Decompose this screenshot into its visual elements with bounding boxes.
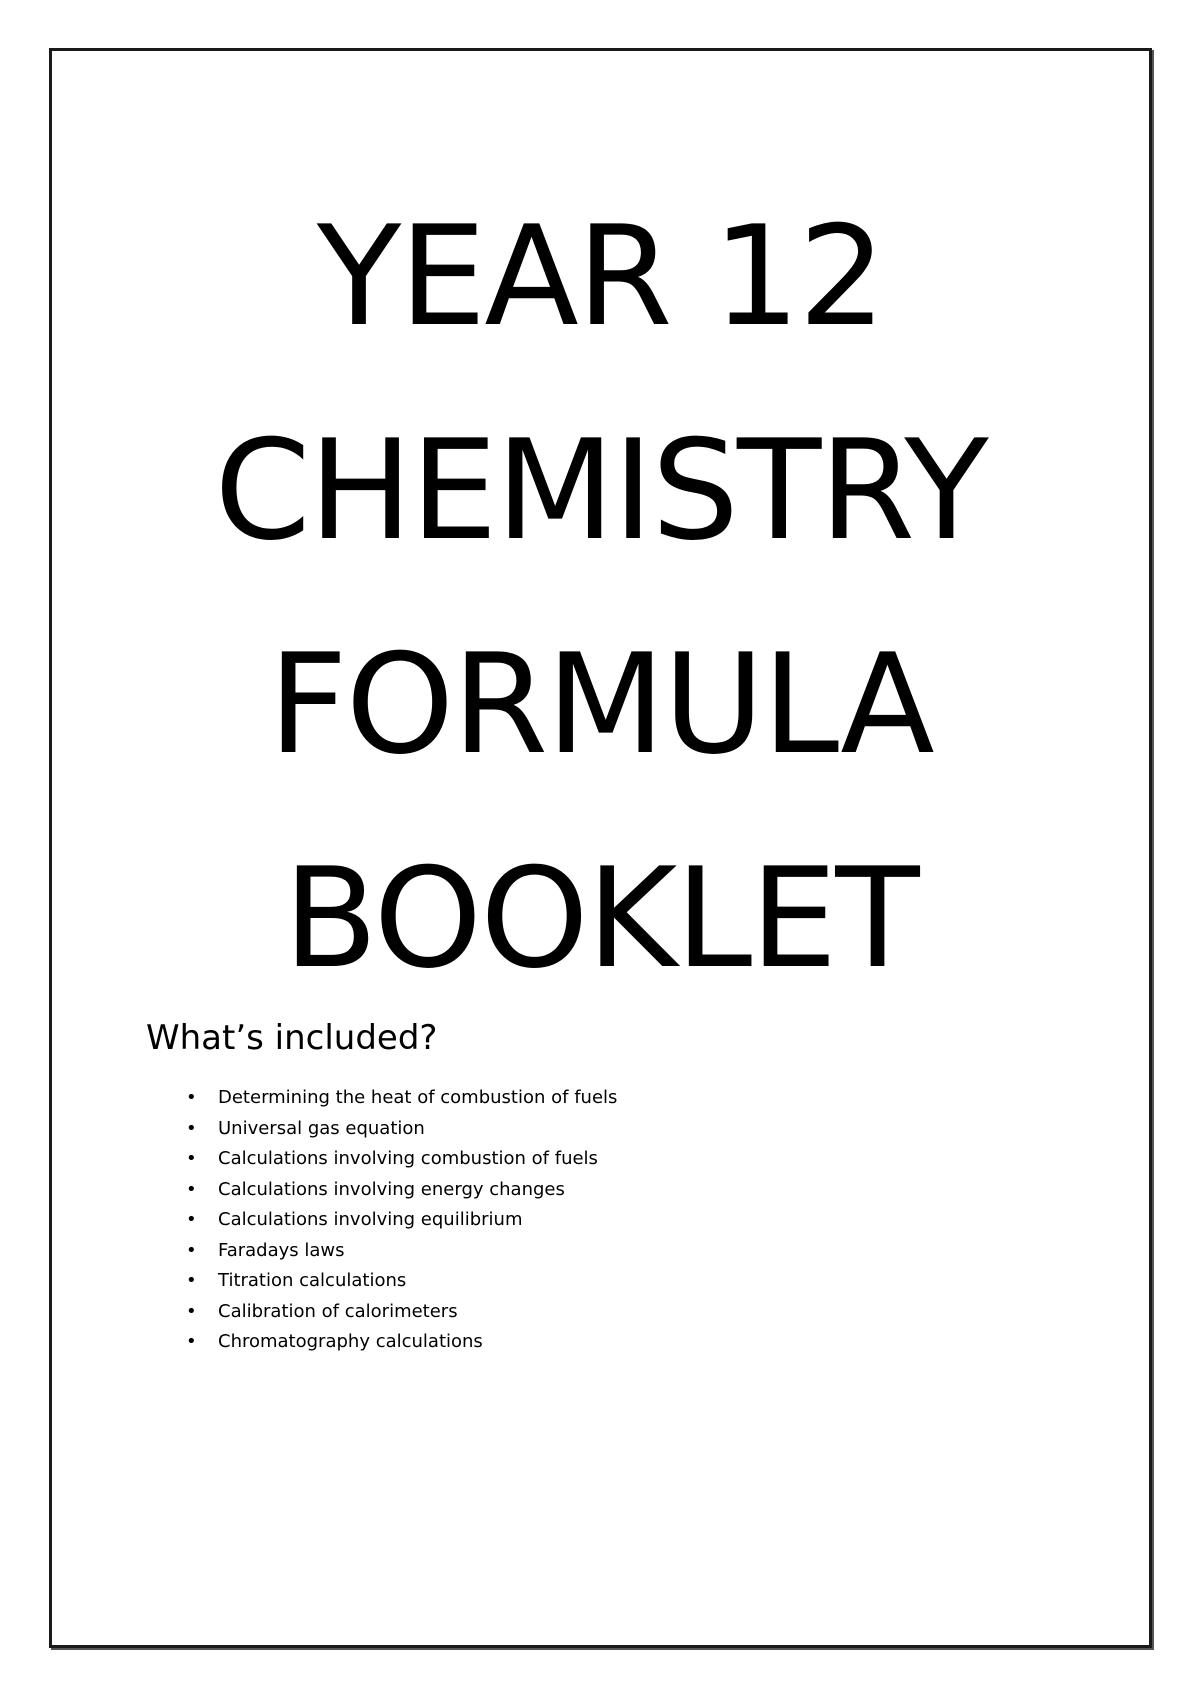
list-item <box>146 1236 617 1267</box>
list-item-text: Determining the heat of combustion of fuels <box>218 1087 618 1108</box>
list-item <box>146 1297 617 1328</box>
bullet-icon: • <box>186 1148 197 1169</box>
list-item-text: Calibration of calorimeters <box>218 1300 458 1322</box>
list-item <box>146 1144 617 1175</box>
bullet-icon: • <box>186 1331 197 1352</box>
bullet-icon: • <box>186 1239 197 1261</box>
bullet-icon: • <box>186 1300 197 1322</box>
list-item <box>146 1175 617 1206</box>
title-line-1: YEAR 12 <box>316 196 885 357</box>
bullet-icon: • <box>186 1209 197 1230</box>
list-item-text: Calculations involving energy changes <box>218 1178 565 1200</box>
bullet-icon: • <box>186 1117 197 1139</box>
bullet-icon: • <box>186 1178 197 1200</box>
contents-heading: What’s included? <box>146 1018 438 1058</box>
bullet-icon: • <box>186 1087 197 1108</box>
title-line-3: FORMULA <box>268 624 933 785</box>
list-item <box>146 1083 617 1114</box>
list-item-text: Titration calculations <box>218 1270 407 1291</box>
list-item <box>146 1205 617 1236</box>
list-item-text: Chromatography calculations <box>218 1331 483 1352</box>
list-item <box>146 1327 617 1358</box>
title-line-2: CHEMISTRY <box>214 410 987 571</box>
list-item <box>146 1114 617 1145</box>
list-item <box>146 1266 617 1297</box>
contents-list <box>146 1083 617 1358</box>
list-item-text: Faradays laws <box>218 1239 345 1261</box>
list-item-text: Universal gas equation <box>218 1117 425 1139</box>
document-title <box>49 170 1152 1026</box>
bullet-icon: • <box>186 1270 197 1291</box>
list-item-text: Calculations involving combustion of fuels <box>218 1148 598 1169</box>
title-line-4: BOOKLET <box>283 838 918 999</box>
list-item-text: Calculations involving equilibrium <box>218 1209 523 1230</box>
